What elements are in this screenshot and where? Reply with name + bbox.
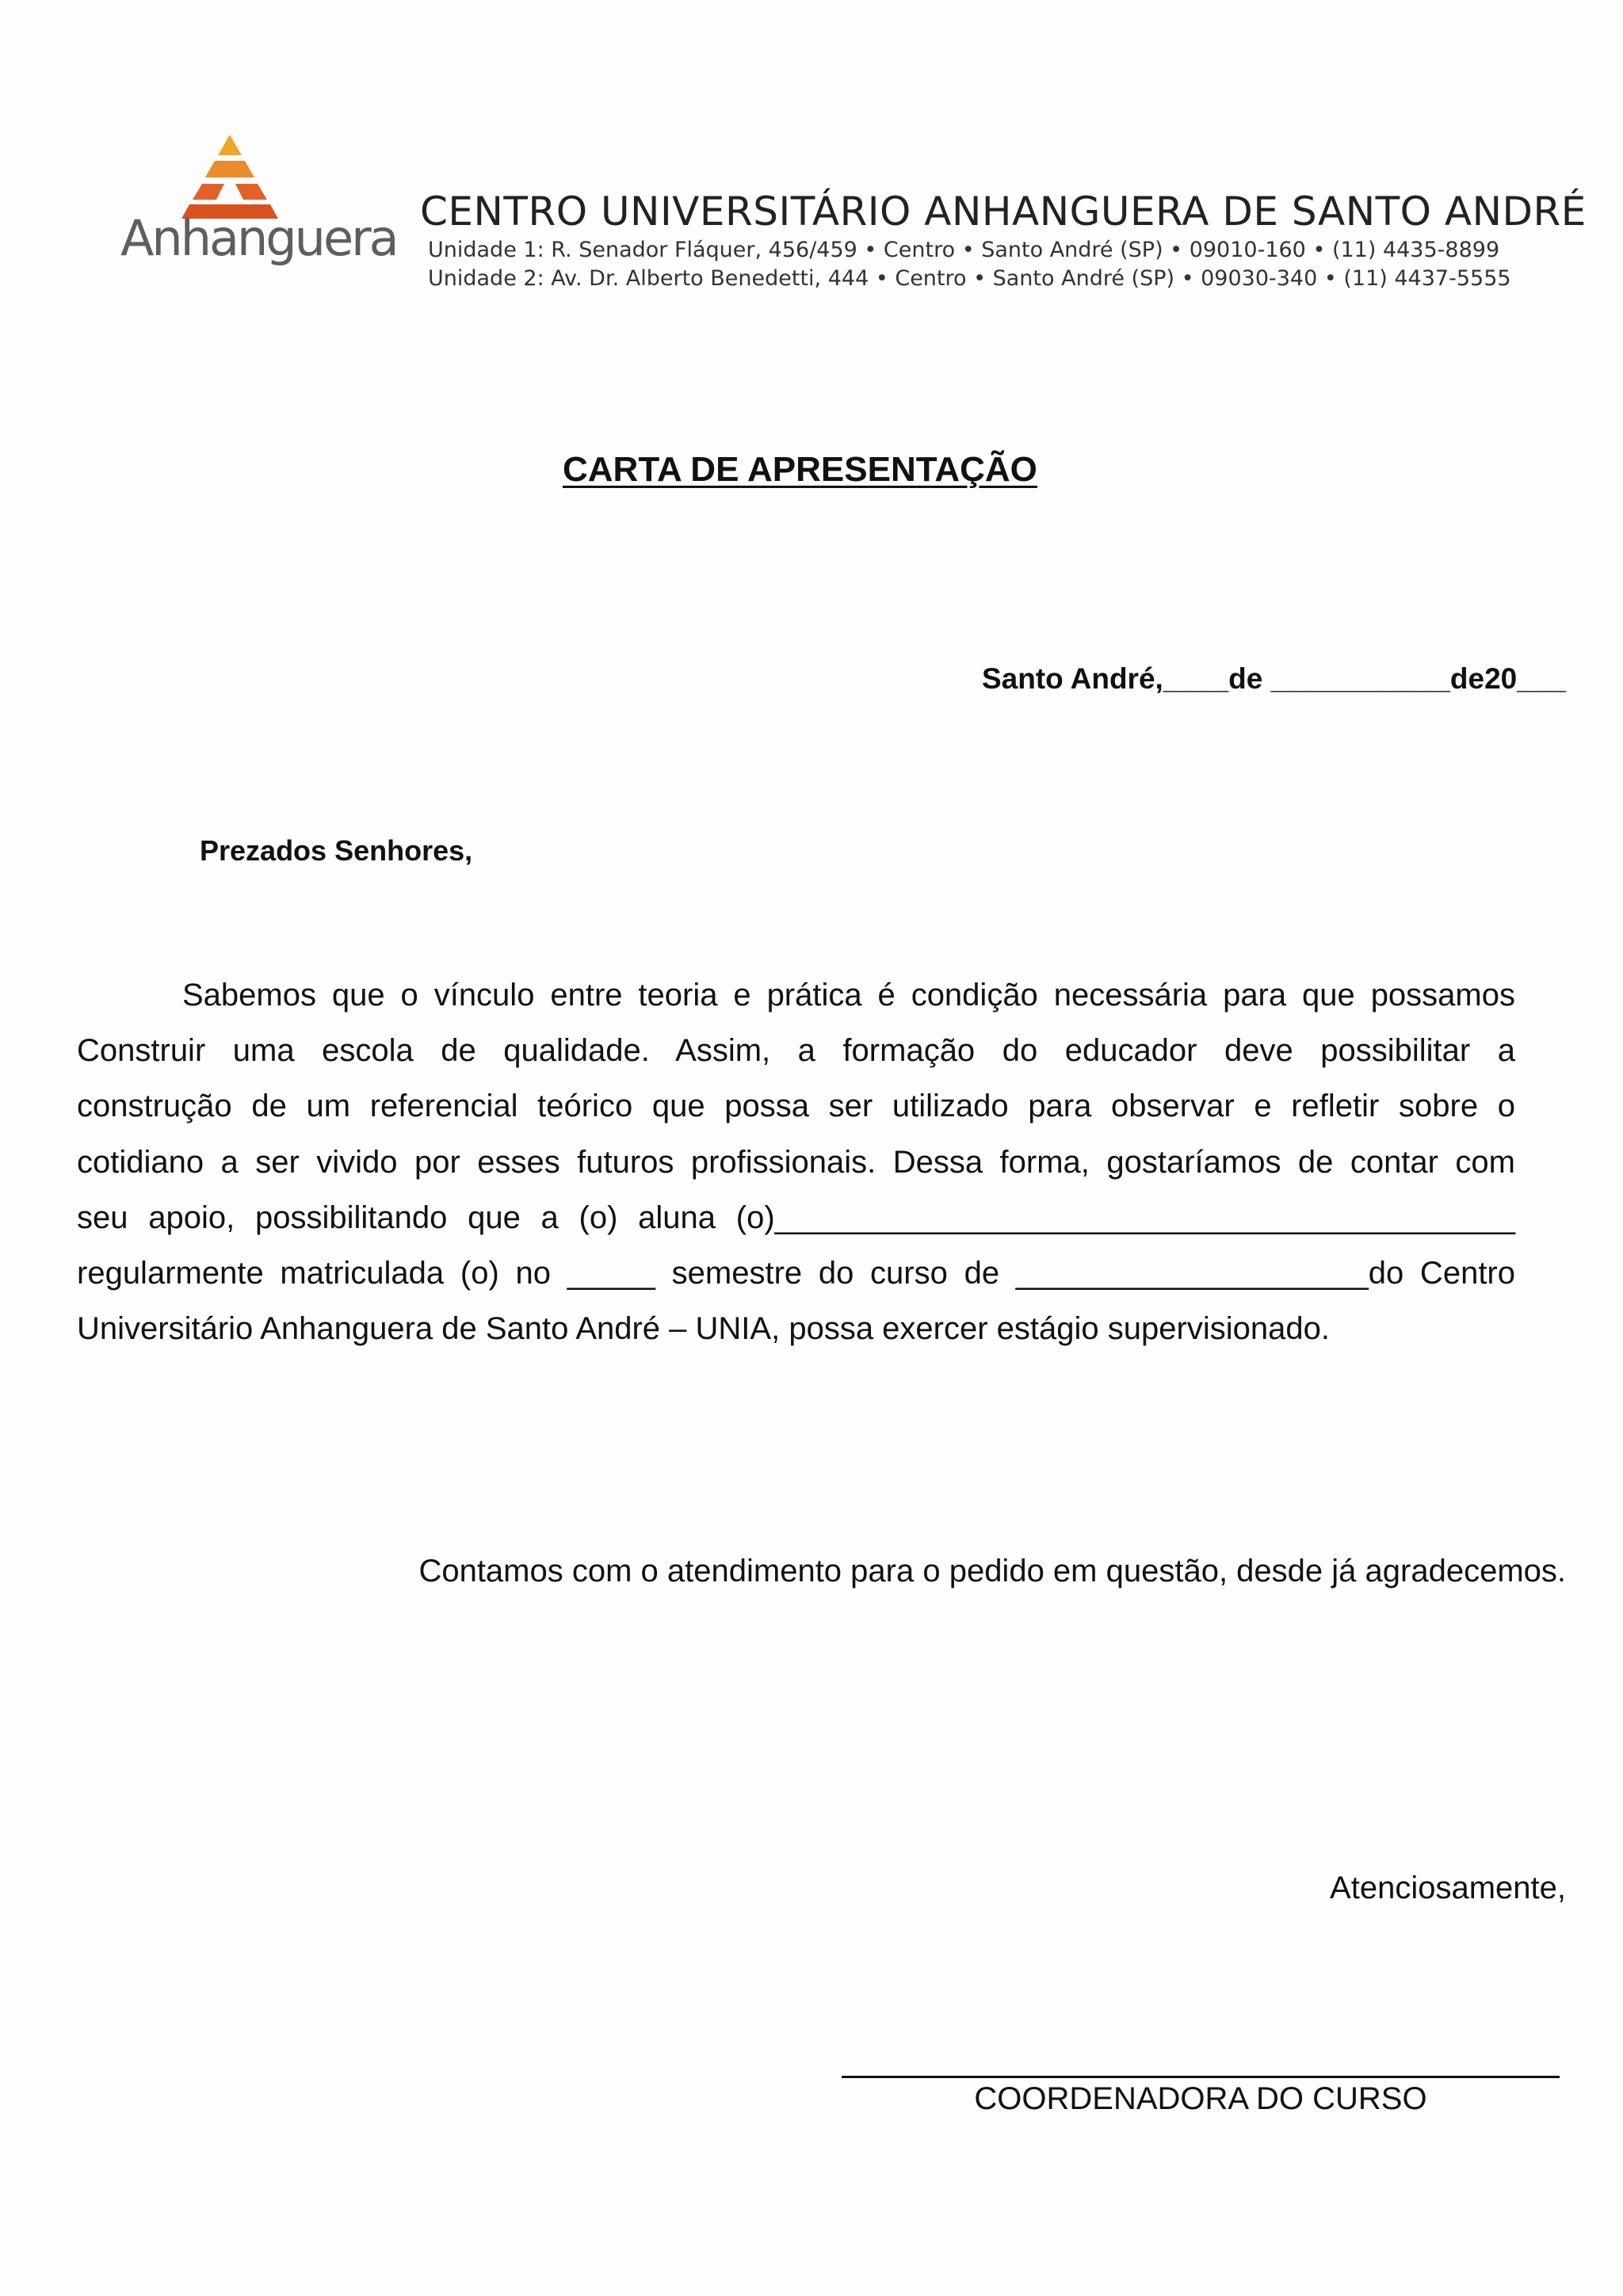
date-line: Santo André,____de ___________de20___: [981, 662, 1566, 695]
unit2-address: Unidade 2: Av. Dr. Alberto Benedetti, 444 • Centro • Santo André (SP) • 09030-340 • (11) 4437-5555: [428, 266, 1511, 291]
signature-line: [842, 2076, 1560, 2078]
institution-name: CENTRO UNIVERSITÁRIO ANHANGUERA DE SANTO ANDRÉ: [420, 189, 1587, 235]
body-line-4: cotidiano a ser vivido por esses futuros profissionais. Dessa forma, gostaríamos de contar com: [77, 1145, 1515, 1180]
body-line-1: Sabemos que o vínculo entre teoria e prática é condição necessária para que possamos: [182, 978, 1515, 1013]
closing-sentence: Contamos com o atendimento para o pedido em questão, desde já agradecemos.: [418, 1554, 1566, 1589]
logo-wordmark: Anhanguera: [120, 209, 397, 267]
body-line-5: seu apoio, possibilitando que a (o) aluna (o)__________________________________________: [77, 1200, 1515, 1235]
body-line-2: Construir uma escola de qualidade. Assim, a formação do educador deve possibilitar a: [77, 1033, 1515, 1068]
unit1-address: Unidade 1: R. Senador Fláquer, 456/459 • Centro • Santo André (SP) • 09010-160 • (11) 4435-8899: [428, 238, 1500, 262]
body-line-6: regularmente matriculada (o) no _____ semestre do curso de ____________________do Centro: [77, 1256, 1515, 1291]
institution-logo: [119, 133, 397, 276]
signature-label: COORDENADORA DO CURSO: [974, 2081, 1427, 2116]
body-line-7: Universitário Anhanguera de Santo André – UNIA, possa exercer estágio supervisionado.: [77, 1311, 1330, 1346]
anhanguera-logo-icon: [178, 133, 281, 220]
document-title: CARTA DE APRESENTAÇÃO: [563, 450, 1037, 489]
greeting: Prezados Senhores,: [200, 834, 473, 867]
body-line-3: construção de um referencial teórico que possa ser utilizado para observar e refletir sobre o: [77, 1089, 1515, 1123]
regards: Atenciosamente,: [1330, 1871, 1566, 1905]
